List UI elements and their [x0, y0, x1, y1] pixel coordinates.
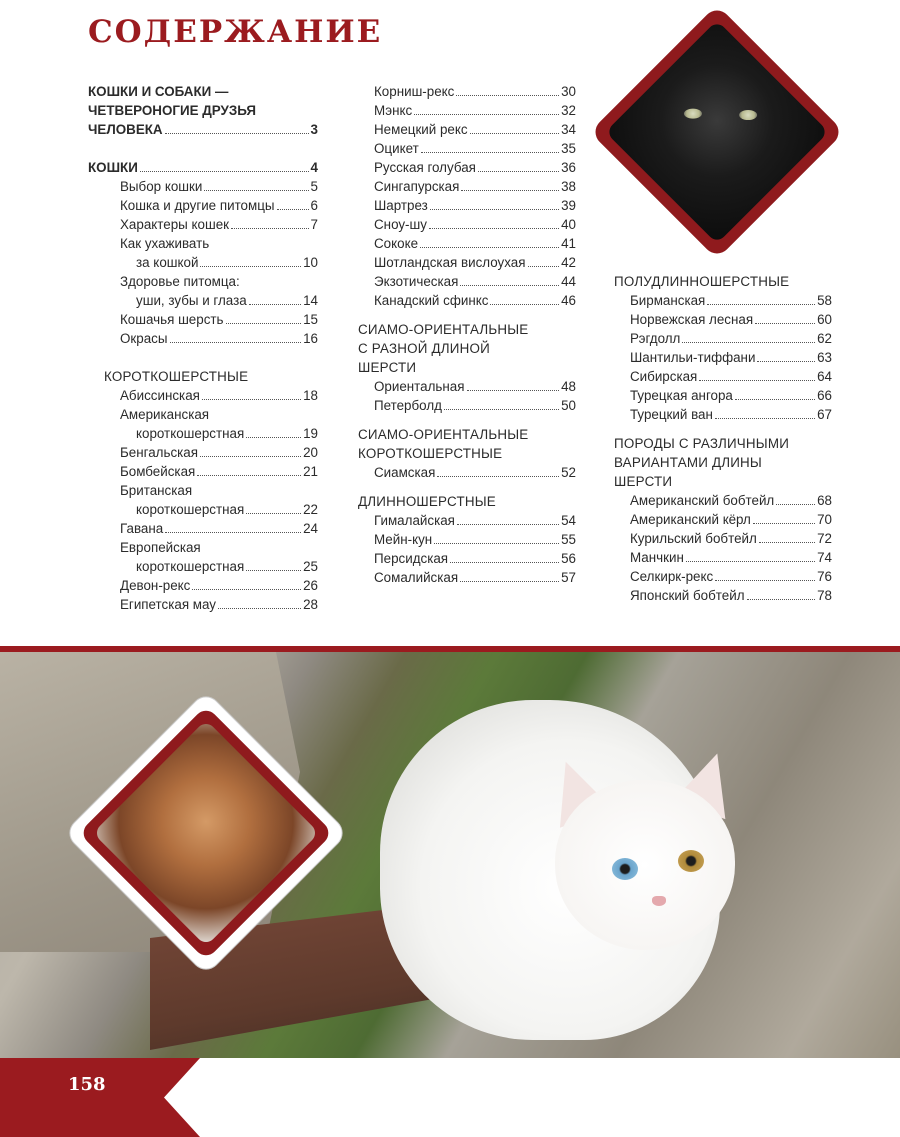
section-heading: ШЕРСТИ: [358, 360, 417, 375]
section-heading: ПОРОДЫ С РАЗЛИЧНЫМИ: [614, 436, 790, 451]
toc-entry[interactable]: [614, 510, 832, 529]
toc-entry-label: Шантильи-тиффани: [630, 350, 756, 365]
toc-entry[interactable]: [358, 463, 576, 482]
dot-leader: [759, 542, 815, 543]
toc-entry[interactable]: [88, 595, 318, 614]
section-heading: ДЛИННОШЕРСТНЫЕ: [358, 494, 496, 509]
page-title: СОДЕРЖАНИЕ: [88, 14, 383, 50]
section-heading: ВАРИАНТАМИ ДЛИНЫ: [614, 455, 762, 470]
section-heading: СИАМО-ОРИЕНТАЛЬНЫЕ: [358, 322, 529, 337]
blue-eye: [612, 858, 638, 880]
toc-entry[interactable]: [614, 367, 832, 386]
toc-entry-page: 36: [561, 160, 576, 175]
dot-leader: [450, 562, 559, 563]
toc-line: ЧЕТВЕРОНОГИЕ ДРУЗЬЯ: [88, 103, 256, 118]
toc-entry-label: уши, зубы и глаза: [136, 293, 247, 308]
toc-entry-page: 55: [561, 532, 576, 547]
dot-leader: [430, 209, 559, 210]
dot-leader: [437, 476, 559, 477]
dot-leader: [457, 524, 559, 525]
toc-entry-page: 63: [817, 350, 832, 365]
dot-leader: [757, 361, 815, 362]
dot-leader: [456, 95, 559, 96]
toc-list: [358, 463, 576, 482]
toc-entry-page: 42: [561, 255, 576, 270]
toc-entry[interactable]: [88, 462, 318, 481]
toc-entry-label: Мейн-кун: [374, 532, 433, 547]
toc-line: Как ухаживать: [120, 236, 210, 251]
toc-entry[interactable]: [358, 568, 576, 587]
toc-entry[interactable]: [358, 396, 576, 415]
dot-leader: [246, 513, 301, 514]
toc-line: Здоровье питомца:: [120, 274, 240, 289]
toc-entry-page: 46: [561, 293, 576, 308]
toc-entry[interactable]: [358, 120, 576, 139]
toc-entry-label: Манчкин: [630, 550, 684, 565]
toc-entry[interactable]: [88, 424, 318, 443]
dot-leader: [429, 228, 559, 229]
toc-entry-label: Характеры кошек: [120, 217, 230, 232]
dot-leader: [165, 133, 309, 134]
section-heading: С РАЗНОЙ ДЛИНОЙ: [358, 341, 490, 356]
toc-entry-page: 3: [310, 122, 318, 137]
toc-entry[interactable]: [88, 196, 318, 215]
toc-line: Американская: [120, 407, 210, 422]
toc-entry[interactable]: [88, 177, 318, 196]
toc-entry[interactable]: [88, 253, 318, 272]
cat-eye: [684, 109, 702, 119]
section-heading: СИАМО-ОРИЕНТАЛЬНЫЕ: [358, 427, 529, 442]
toc-entry-page: 60: [817, 312, 832, 327]
dot-leader: [715, 418, 815, 419]
dot-leader: [414, 114, 559, 115]
toc-entry-page: 21: [303, 464, 318, 479]
toc-entry-label: КОШКИ: [88, 160, 138, 175]
toc-entry[interactable]: [358, 82, 576, 101]
toc-entry-label: Гавана: [120, 521, 164, 536]
toc-entry[interactable]: [358, 215, 576, 234]
toc-entry[interactable]: [358, 272, 576, 291]
toc-entry-page: 22: [303, 502, 318, 517]
dot-leader: [735, 399, 815, 400]
toc-entry-label: Египетская мау: [120, 597, 216, 612]
toc-entry-label: Выбор кошки: [120, 179, 203, 194]
dot-leader: [478, 171, 559, 172]
toc-entry-label: Рэгдолл: [630, 331, 681, 346]
cat-nose: [652, 896, 666, 906]
toc-entry-label: Оцикет: [374, 141, 419, 156]
toc-entry-page: 32: [561, 103, 576, 118]
white-cat-head: [555, 780, 735, 950]
page-number: 158: [68, 1074, 106, 1095]
toc-entry[interactable]: [614, 348, 832, 367]
toc-entry-label: Ориентальная: [374, 379, 465, 394]
dot-leader: [490, 304, 559, 305]
toc-entry-page: 64: [817, 369, 832, 384]
toc-entry-label: ЧЕЛОВЕКА: [88, 122, 163, 137]
dot-leader: [528, 266, 560, 267]
dot-leader: [200, 456, 301, 457]
dot-leader: [218, 608, 301, 609]
toc-entry-page: 48: [561, 379, 576, 394]
dot-leader: [226, 323, 302, 324]
toc-entry-page: 66: [817, 388, 832, 403]
toc-entry[interactable]: [88, 120, 318, 139]
toc-entry[interactable]: [358, 139, 576, 158]
dot-leader: [202, 399, 301, 400]
toc-entry-page: 70: [817, 512, 832, 527]
dot-leader: [715, 580, 815, 581]
toc-entry-label: Бирманская: [630, 293, 706, 308]
dot-leader: [470, 133, 560, 134]
toc-list: [614, 491, 832, 605]
toc-entry-page: 74: [817, 550, 832, 565]
toc-entry-label: Курильский бобтейл: [630, 531, 757, 546]
toc-entry-page: 7: [310, 217, 318, 232]
toc-entry[interactable]: [88, 500, 318, 519]
toc-column-2: [358, 82, 576, 587]
dot-leader: [421, 152, 559, 153]
toc-entry-label: Сноу-шу: [374, 217, 427, 232]
toc-entry-label: Американский кёрл: [630, 512, 751, 527]
toc-column-1: [88, 82, 318, 614]
toc-entry-label: Селкирк-рекс: [630, 569, 714, 584]
dot-leader: [231, 228, 309, 229]
toc-list: [358, 82, 576, 310]
dot-leader: [444, 409, 559, 410]
toc-entry-page: 39: [561, 198, 576, 213]
dot-leader: [460, 581, 559, 582]
toc-entry-page: 5: [310, 179, 318, 194]
toc-entry[interactable]: [358, 291, 576, 310]
toc-entry-label: Сококе: [374, 236, 419, 251]
toc-entry-label: Окрасы: [120, 331, 168, 346]
toc-entry-label: Турецкий ван: [630, 407, 713, 422]
toc-entry-label: Мэнкс: [374, 103, 413, 118]
toc-entry-label: Немецкий рекс: [374, 122, 468, 137]
dot-leader: [686, 561, 815, 562]
toc-list: [358, 511, 576, 587]
dot-leader: [434, 543, 559, 544]
toc-entry[interactable]: [88, 557, 318, 576]
toc-entry-page: 57: [561, 570, 576, 585]
toc-entry-label: Сингапурская: [374, 179, 460, 194]
toc-entry-label: Американский бобтейл: [630, 493, 775, 508]
toc-entry[interactable]: [88, 329, 318, 348]
toc-entry[interactable]: [88, 291, 318, 310]
toc-entry[interactable]: [88, 519, 318, 538]
toc-entry[interactable]: [358, 549, 576, 568]
toc-entry-page: 38: [561, 179, 576, 194]
toc-entry[interactable]: [88, 443, 318, 462]
toc-entry-page: 25: [303, 559, 318, 574]
toc-entry[interactable]: [88, 386, 318, 405]
dot-leader: [467, 390, 560, 391]
toc-entry[interactable]: [614, 529, 832, 548]
toc-entry-page: 16: [303, 331, 318, 346]
toc-entry[interactable]: [358, 377, 576, 396]
toc-entry[interactable]: [358, 511, 576, 530]
toc-entry-page: 20: [303, 445, 318, 460]
toc-entry[interactable]: [614, 405, 832, 424]
toc-entry-label: Шотландская вислоухая: [374, 255, 526, 270]
dot-leader: [246, 437, 301, 438]
dot-leader: [682, 342, 815, 343]
toc-entry-label: Кошка и другие питомцы: [120, 198, 275, 213]
dot-leader: [461, 190, 559, 191]
toc-entry-label: Сибирская: [630, 369, 698, 384]
black-cat-photo: [605, 20, 828, 243]
toc-entry-page: 76: [817, 569, 832, 584]
dot-leader: [460, 285, 559, 286]
toc-entry-page: 26: [303, 578, 318, 593]
toc-entry-label: Шартрез: [374, 198, 428, 213]
toc-entry-label: Японский бобтейл: [630, 588, 745, 603]
toc-entry[interactable]: [614, 329, 832, 348]
toc-entry-label: короткошерстная: [136, 502, 245, 517]
toc-entry-label: Петерболд: [374, 398, 442, 413]
toc-line: Европейская: [120, 540, 201, 555]
dot-leader: [755, 323, 815, 324]
toc-entry-label: короткошерстная: [136, 559, 245, 574]
dot-leader: [747, 599, 816, 600]
toc-entry-label: Канадский сфинкс: [374, 293, 489, 308]
toc-entry-page: 34: [561, 122, 576, 137]
dot-leader: [192, 589, 301, 590]
toc-entry-page: 40: [561, 217, 576, 232]
toc-entry-page: 68: [817, 493, 832, 508]
dot-leader: [699, 380, 815, 381]
toc-entry-label: короткошерстная: [136, 426, 245, 441]
toc-entry[interactable]: [614, 291, 832, 310]
toc-entry-label: Экзотическая: [374, 274, 459, 289]
toc-entry[interactable]: [614, 310, 832, 329]
toc-entry-label: Русская голубая: [374, 160, 476, 175]
toc-line: КОШКИ И СОБАКИ —: [88, 84, 229, 99]
toc-entry-page: 41: [561, 236, 576, 251]
section-heading: КОРОТКОШЕРСТНЫЕ: [104, 369, 249, 384]
toc-entry[interactable]: [614, 548, 832, 567]
toc-entry-page: 30: [561, 84, 576, 99]
dot-leader: [420, 247, 559, 248]
toc-entry-page: 54: [561, 513, 576, 528]
toc-entry[interactable]: [614, 491, 832, 510]
toc-entry[interactable]: [358, 177, 576, 196]
toc-list: [614, 291, 832, 424]
toc-entry[interactable]: [358, 196, 576, 215]
toc-entry-label: Абиссинская: [120, 388, 200, 403]
dot-leader: [753, 523, 815, 524]
toc-entry-label: Корниш-рекс: [374, 84, 455, 99]
toc-entry-label: Сомалийская: [374, 570, 459, 585]
section-heading: КОРОТКОШЕРСТНЫЕ: [358, 446, 503, 461]
toc-entry-label: Бомбейская: [120, 464, 196, 479]
dot-leader: [165, 532, 301, 533]
toc-entry-page: 52: [561, 465, 576, 480]
toc-entry-page: 62: [817, 331, 832, 346]
toc-entry-label: Кошачья шерсть: [120, 312, 224, 327]
toc-entry[interactable]: [88, 158, 318, 177]
toc-entry-page: 28: [303, 597, 318, 612]
toc-entry-page: 10: [303, 255, 318, 270]
dot-leader: [277, 209, 309, 210]
toc-entry-page: 67: [817, 407, 832, 422]
dot-leader: [246, 570, 301, 571]
toc-entry[interactable]: [358, 253, 576, 272]
toc-column-3: [614, 272, 832, 605]
dot-leader: [140, 171, 309, 172]
toc-entry-page: 18: [303, 388, 318, 403]
toc-list: [358, 377, 576, 415]
toc-entry-page: 15: [303, 312, 318, 327]
toc-entry-label: Персидская: [374, 551, 449, 566]
dot-leader: [204, 190, 308, 191]
section-heading: ШЕРСТИ: [614, 474, 673, 489]
toc-entry[interactable]: [358, 530, 576, 549]
toc-entry[interactable]: [88, 576, 318, 595]
toc-entry-label: Норвежская лесная: [630, 312, 754, 327]
toc-entry[interactable]: [614, 386, 832, 405]
toc-entry[interactable]: [88, 215, 318, 234]
toc-entry-page: 14: [303, 293, 318, 308]
toc-entry[interactable]: [358, 158, 576, 177]
toc-entry[interactable]: [614, 586, 832, 605]
toc-entry[interactable]: [358, 101, 576, 120]
toc-entry-page: 44: [561, 274, 576, 289]
toc-entry-page: 72: [817, 531, 832, 546]
toc-entry-page: 58: [817, 293, 832, 308]
dot-leader: [707, 304, 815, 305]
section-heading: ПОЛУДЛИННОШЕРСТНЫЕ: [614, 274, 790, 289]
toc-entry-label: Сиамская: [374, 465, 436, 480]
toc-entry-page: 35: [561, 141, 576, 156]
dot-leader: [249, 304, 301, 305]
toc-entry[interactable]: [614, 567, 832, 586]
toc-entry-page: 19: [303, 426, 318, 441]
toc-entry-label: Бенгальская: [120, 445, 199, 460]
dot-leader: [776, 504, 815, 505]
dot-leader: [197, 475, 301, 476]
amber-eye: [678, 850, 704, 872]
toc-entry-label: за кошкой: [136, 255, 199, 270]
toc-entry-label: Турецкая ангора: [630, 388, 733, 403]
toc-entry-label: Девон-рекс: [120, 578, 191, 593]
toc-entry-label: Гималайская: [374, 513, 455, 528]
dot-leader: [200, 266, 301, 267]
toc-entry-page: 4: [310, 160, 318, 175]
toc-entry[interactable]: [88, 310, 318, 329]
toc-entry-page: 6: [310, 198, 318, 213]
toc-entry-page: 56: [561, 551, 576, 566]
toc-entry-page: 24: [303, 521, 318, 536]
toc-entry[interactable]: [358, 234, 576, 253]
toc-entry-page: 50: [561, 398, 576, 413]
toc-entry-page: 78: [817, 588, 832, 603]
toc-line: Британская: [120, 483, 193, 498]
dot-leader: [170, 342, 302, 343]
cat-eye: [739, 110, 757, 120]
